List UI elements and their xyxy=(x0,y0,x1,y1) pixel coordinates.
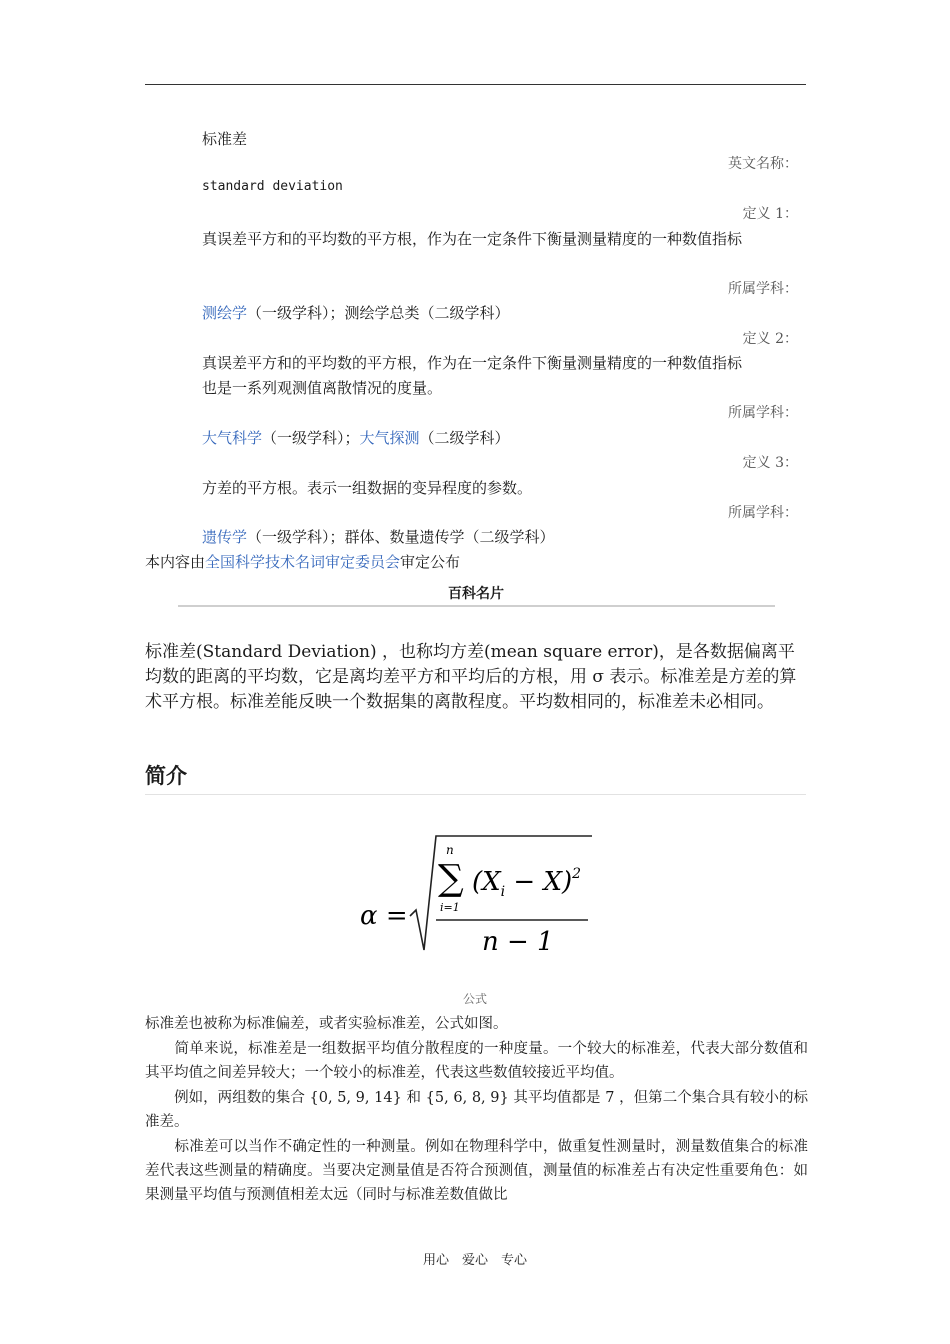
subject-link-atmospheric-science[interactable]: 大气科学 xyxy=(202,429,263,447)
def1-text: 真误差平方和的平均数的平方根，作为在一定条件下衡量测量精度的一种数值指标 xyxy=(202,230,743,248)
def1-subject-label: 所属学科： xyxy=(728,281,798,297)
sum-upper: n xyxy=(446,843,454,857)
card-divider xyxy=(178,605,775,607)
def3-subject xyxy=(202,526,555,547)
def1-subject-rest: （一级学科）；测绘学总类（二级学科） xyxy=(247,304,510,322)
committee-link[interactable]: 全国科学技术名词审定委员会 xyxy=(205,553,401,571)
def3-text: 方差的平方根。表示一组数据的变异程度的参数。 xyxy=(202,479,533,497)
sigma-icon: ∑ xyxy=(438,858,464,899)
subject-link-genetics[interactable]: 遗传学 xyxy=(202,528,248,546)
section-divider xyxy=(145,794,806,795)
source-suffix: 审定公布 xyxy=(400,553,461,571)
lead-paragraph: 标准差(Standard Deviation) ，也称均方差(mean square error)，是各数据偏离平均数的距离的平均数，它是离均差平方和平均后的方根，用 σ 表示。标准差是方差的算术平方根。标准差能反映一个数据集的离散程度。平均数相同的，标准差未必相同。 xyxy=(145,642,797,712)
source-prefix: 本内容由 xyxy=(145,553,206,571)
intro-paragraph-2: 简单来说，标准差是一组数据平均值分散程度的一种度量。一个较大的标准差，代表大部分数值和其平均值之间差异较大；一个较小的标准差，代表这些数值较接近平均值。 xyxy=(145,1041,808,1081)
en-name-value: standard deviation xyxy=(202,179,343,194)
def2-subject xyxy=(202,427,510,448)
source-note xyxy=(145,551,460,572)
def2-subject-label: 所属学科： xyxy=(728,405,798,421)
def2-text-line1: 真误差平方和的平均数的平方根，作为在一定条件下衡量测量精度的一种数值指标 xyxy=(202,354,743,372)
sum-lower: i=1 xyxy=(440,901,460,914)
def1-subject xyxy=(202,302,510,323)
formula-numerator: $(X_i - X)^2$ xyxy=(472,866,582,900)
term-title: 标准差 xyxy=(202,130,248,148)
formula-lhs: α = xyxy=(360,901,408,931)
subject-link-atmospheric-detection[interactable]: 大气探测 xyxy=(359,429,420,447)
def2-subject-mid: （一级学科）； xyxy=(262,429,360,447)
section-title: 简介 xyxy=(145,765,187,788)
def3-subject-label: 所属学科： xyxy=(728,505,798,521)
page-footer: 用心 爱心 专心 xyxy=(422,1253,527,1268)
std-dev-formula-image xyxy=(352,832,602,964)
def1-label: 定义 1： xyxy=(742,206,798,222)
def3-label: 定义 3： xyxy=(742,455,798,471)
en-name-label: 英文名称： xyxy=(728,156,798,172)
def3-subject-rest: （一级学科）；群体、数量遗传学（二级学科） xyxy=(247,528,555,546)
def2-text-line2: 也是一系列观测值离散情况的度量。 xyxy=(202,379,443,397)
intro-paragraph-3: 例如，两组数的集合 {0, 5, 9, 14} 和 {5, 6, 8, 9} 其平均值都是 7 ，但第二个集合具有较小的标准差。 xyxy=(145,1090,808,1130)
card-title: 百科名片 xyxy=(448,585,504,601)
def2-label: 定义 2： xyxy=(742,331,798,347)
intro-paragraph-4: 标准差可以当作不确定性的一种测量。例如在物理科学中，做重复性测量时，测量数值集合的标准差代表这些测量的精确度。当要决定测量值是否符合预测值，测量值的标准差占有决定性重要角色：如果测量平均值与预测值相差太远（同时与标准差数值做比 xyxy=(145,1139,808,1203)
def2-subject-tail: （二级学科） xyxy=(419,429,510,447)
formula-denominator: n − 1 xyxy=(482,927,554,957)
intro-paragraph-1: 标准差也被称为标准偏差，或者实验标准差，公式如图。 xyxy=(145,1016,508,1032)
formula-caption: 公式 xyxy=(462,992,487,1006)
subject-link-surveying[interactable]: 测绘学 xyxy=(202,304,248,322)
header-rule xyxy=(145,84,806,85)
